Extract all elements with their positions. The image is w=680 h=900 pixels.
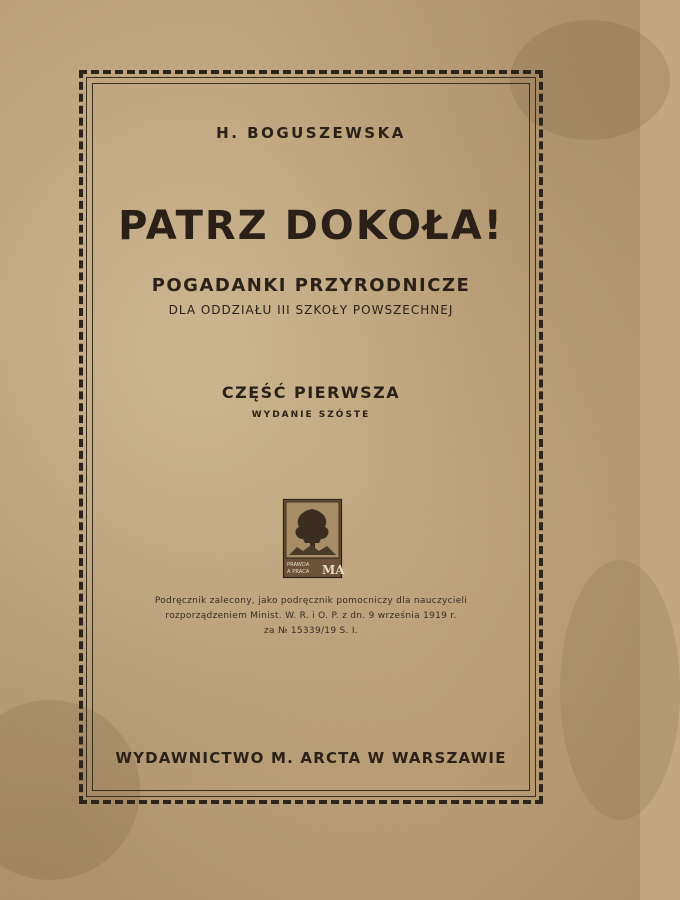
logo-monogram: MA <box>322 563 345 577</box>
book-audience: DLA ODDZIAŁU III SZKOŁY POWSZECHNEJ <box>168 303 454 317</box>
approval-note-line: Podręcznik zalecony, jako podręcznik pomocniczy dla nauczycieli <box>154 596 468 606</box>
book-subtitle: POGADANKI PRZYRODNICZE <box>151 275 471 296</box>
approval-note-line: za № 15339/19 S. I. <box>264 626 358 636</box>
book-part: CZĘŚĆ PIERWSZA <box>221 383 401 402</box>
book-title: PATRZ DOKOŁA! <box>118 203 504 249</box>
publisher-logo <box>283 499 345 578</box>
approval-note-line: rozporządzeniem Minist. W. R. i O. P. z dn. 9 września 1919 r. <box>165 611 457 621</box>
logo-text-line1: PRAWDA <box>287 562 310 568</box>
logo-text-line2: A PRACA <box>287 569 310 575</box>
paper-stain <box>560 560 680 820</box>
book-edition: WYDANIE SZÓSTE <box>251 410 371 420</box>
frame-line-inner <box>92 83 530 791</box>
author-name: H. BOGUSZEWSKA <box>216 124 406 142</box>
publisher-name: WYDAWNICTWO M. ARCTA W WARSZAWIE <box>115 749 507 767</box>
